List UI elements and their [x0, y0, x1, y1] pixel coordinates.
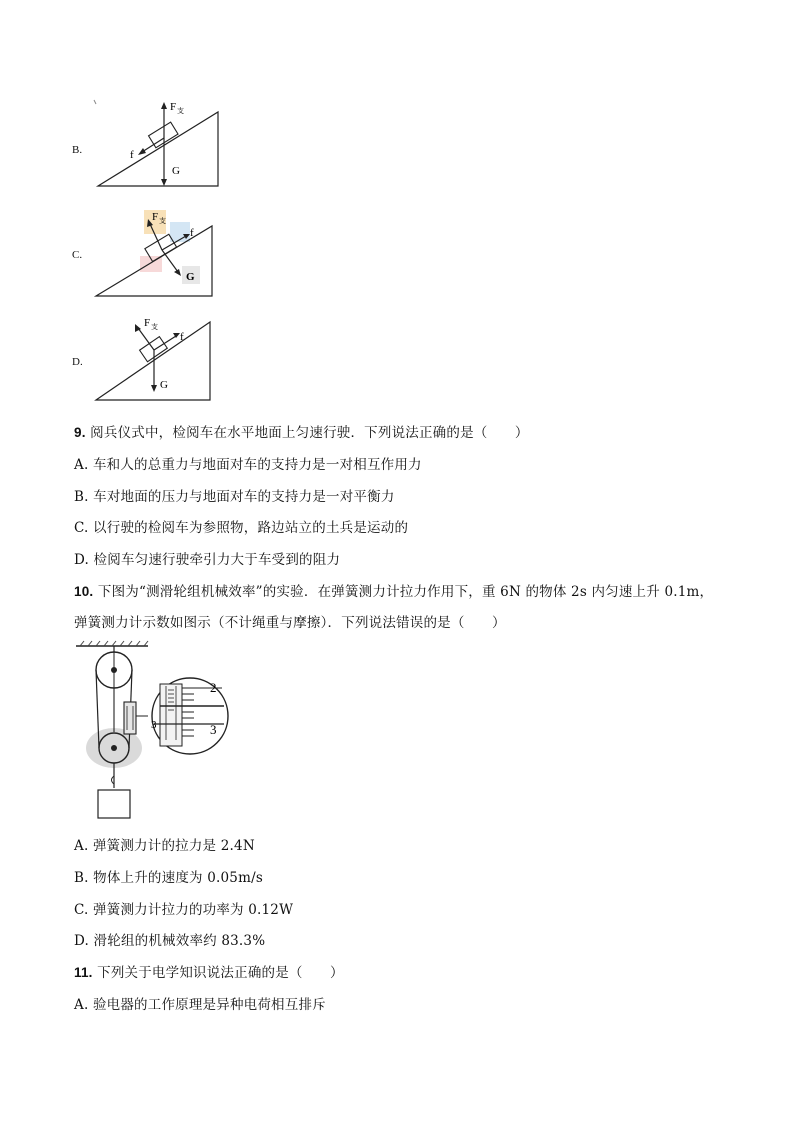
q10-option-c [74, 898, 293, 918]
gravity-label: G [186, 271, 195, 283]
option-text: 验电器的工作原理是异种电荷相互排斥 [92, 997, 326, 1013]
option-b-label: B. [72, 144, 83, 156]
question-number: 11. [74, 965, 93, 980]
support-force-label: F [152, 211, 159, 223]
option-label: C. [74, 902, 89, 918]
support-force-label: F [144, 317, 151, 329]
scale-label-3: 3 [210, 722, 217, 737]
option-label: A. [74, 457, 89, 473]
option-text: 车对地面的压力与地面对车的支持力是一对平衡力 [93, 489, 395, 505]
question-9-stem [74, 421, 529, 441]
incline-diagram-d [92, 316, 216, 402]
support-force-subscript: 支 [151, 323, 158, 331]
option-label: B. [74, 870, 89, 886]
q11-option-a [74, 993, 326, 1013]
friction-label: f [180, 331, 184, 343]
option-label: A. [74, 838, 89, 854]
question-text: 弹簧测力计示数如图示（不计绳重与摩擦）．下列说法错误的是（ ） [74, 615, 506, 631]
gravity-label: G [160, 379, 168, 391]
option-label: D. [74, 552, 90, 568]
friction-label: f [130, 149, 134, 161]
incline-diagram-c [92, 204, 218, 300]
q10-option-a [74, 834, 255, 854]
support-force-label: F [170, 101, 177, 113]
option-text: 检阅车匀速行驶牵引力大于车受到的阻力 [93, 552, 341, 568]
option-text: 物体上升的速度为 0.05m/s [93, 870, 263, 886]
pulley-diagram [74, 640, 230, 822]
option-c-label: C. [72, 249, 83, 261]
q10-option-b [74, 866, 263, 886]
q9-option-a [74, 453, 422, 473]
option-text: 弹簧测力计的拉力是 2.4N [92, 838, 255, 854]
question-10-stem-line1 [74, 580, 713, 600]
support-force-subscript: 支 [177, 107, 184, 115]
incline-diagram-b [92, 98, 224, 190]
friction-label: f [190, 227, 194, 239]
q9-option-d [74, 548, 340, 568]
scale-label-3-left: 3 [151, 719, 157, 731]
option-label: B. [74, 489, 89, 505]
option-text: 弹簧测力计拉力的功率为 0.12W [93, 902, 294, 918]
option-text: 滑轮组的机械效率约 83.3% [93, 933, 266, 949]
option-label: D. [74, 933, 90, 949]
q9-option-c [74, 516, 408, 536]
question-11-stem [74, 961, 344, 981]
question-text: 下列关于电学知识说法正确的是（ ） [97, 965, 344, 981]
question-number: 9. [74, 425, 86, 440]
q10-option-d [74, 929, 265, 949]
option-label: A. [74, 997, 89, 1013]
question-text: 阅兵仪式中，检阅车在水平地面上匀速行驶．下列说法正确的是（ ） [90, 425, 529, 441]
support-force-subscript: 支 [159, 217, 166, 225]
question-number: 10. [74, 584, 94, 599]
option-text: 以行驶的检阅车为参照物，路边站立的土兵是运动的 [93, 520, 409, 536]
question-10-stem-line2 [74, 611, 506, 631]
gravity-label: G [172, 165, 180, 177]
scale-label-2: 2 [210, 680, 217, 695]
q9-option-b [74, 485, 395, 505]
option-d-label: D. [72, 356, 83, 368]
question-text: 下图为“测滑轮组机械效率”的实验．在弹簧测力计拉力作用下，重 6N 的物体 2s 内匀速上升 0.1m， [97, 584, 714, 600]
option-label: C. [74, 520, 89, 536]
option-text: 车和人的总重力与地面对车的支持力是一对相互作用力 [92, 457, 422, 473]
